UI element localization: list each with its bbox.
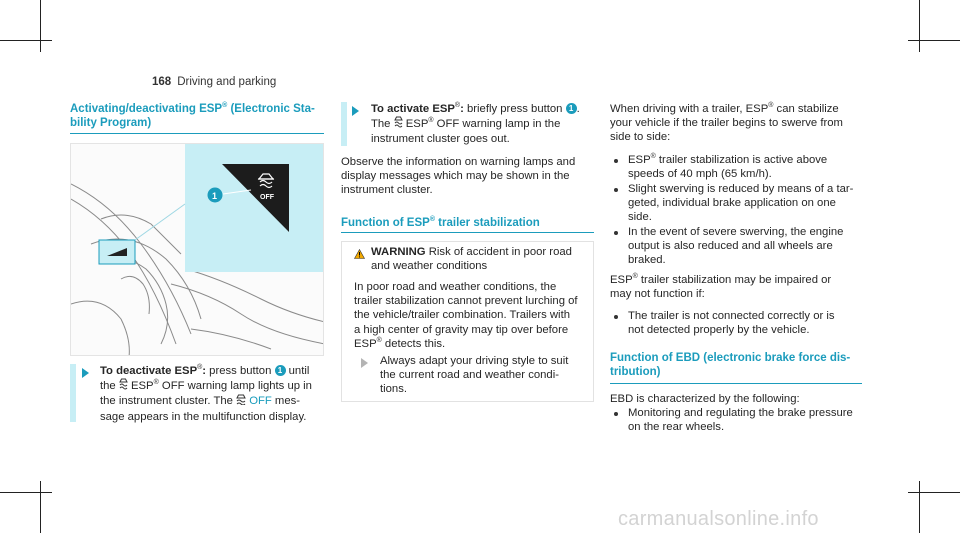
esp-warning-lamp-icon [119,378,128,394]
trailer-intro: When driving with a trailer, ESP® can stabilize your vehicle if the trailer begins to swerve from side to side: [610,102,843,144]
bullet-item: The trailer is not connected correctly or is not detected properly by the vehicle. [628,310,835,337]
crop-mark [0,492,52,493]
page-header [152,76,276,88]
deactivate-instruction: To deactivate ESP®: press button 1 until the ESP® OFF warning lamp lights up in the instrument cluster. The OFF mes- sage appears in the multifunction display. [100,364,312,423]
watermark: carmanualsonline.info [618,508,819,530]
bullet [614,315,618,319]
warning-triangle-icon [354,246,365,264]
bullet-item: In the event of severe swerving, the engine output is also reduced and all wheels are braked. [628,226,844,267]
crop-mark [908,40,960,41]
warning-heading: WARNING Risk of accident in poor road and weather conditions [371,246,572,273]
crop-mark [919,481,920,533]
impair-paragraph: ESP® trailer stabilization may be impaired or may not function if: [610,273,832,301]
crop-mark [919,0,920,52]
bullet [614,159,618,163]
crop-mark [908,492,960,493]
callout-1-icon: 1 [275,365,286,376]
section-title-trailer-stabilization: Function of ESP® trailer stabilization [341,216,540,229]
svg-text:1: 1 [212,191,218,201]
observe-paragraph: Observe the information on warning lamps and display messages which may be shown in the instrument cluster. [341,156,576,197]
section-title-ebd: Function of EBD (electronic brake force dis- tribution) [610,352,851,378]
dashboard-illustration [70,143,324,356]
esp-off-message-icon [236,394,246,409]
button-label-off: OFF [260,194,274,201]
bullet-item: Monitoring and regulating the brake pressure on the rear wheels. [628,407,853,434]
instruction-arrow-icon [361,358,368,368]
center-console-drawing [71,144,324,356]
section-title-esp: Activating/deactivating ESP® (Electronic Sta- bility Program) [70,102,315,129]
bullet [614,231,618,235]
callout-1-icon: 1 [566,103,577,114]
ebd-intro: EBD is characterized by the following: [610,393,800,405]
bullet [614,188,618,192]
instruction-arrow-icon [352,106,359,116]
crop-mark [40,0,41,52]
instruction-arrow-icon [82,368,89,378]
activate-instruction: To activate ESP®: briefly press button 1 . The ESP® OFF warning lamp in the instrument cluster goes out. [371,102,580,146]
bullet [614,412,618,416]
section-rule [341,232,594,233]
bullet-item: ESP® trailer stabilization is active above speeds of 40 mph (65 km/h). [628,153,828,181]
warning-action: Always adapt your driving style to suit the current road and weather condi- tions. [380,355,569,396]
page-header-title: Driving and parking [177,76,277,88]
section-rule [610,383,862,384]
bullet-item: Slight swerving is reduced by means of a tar- geted, individual brake application on one side. [628,183,854,224]
warning-body: In poor road and weather conditions, the trailer stabilization cannot prevent lurching of the vehicle/trailer combination. Trailers with a high center of gravity may tip over before ESP® detects this. [354,281,578,350]
instruction-highlight [341,102,347,146]
page-number: 168 [152,76,172,88]
section-rule [70,133,324,134]
crop-mark [40,481,41,533]
instruction-highlight [70,364,76,422]
crop-mark [0,40,52,41]
esp-warning-lamp-icon [394,116,403,132]
